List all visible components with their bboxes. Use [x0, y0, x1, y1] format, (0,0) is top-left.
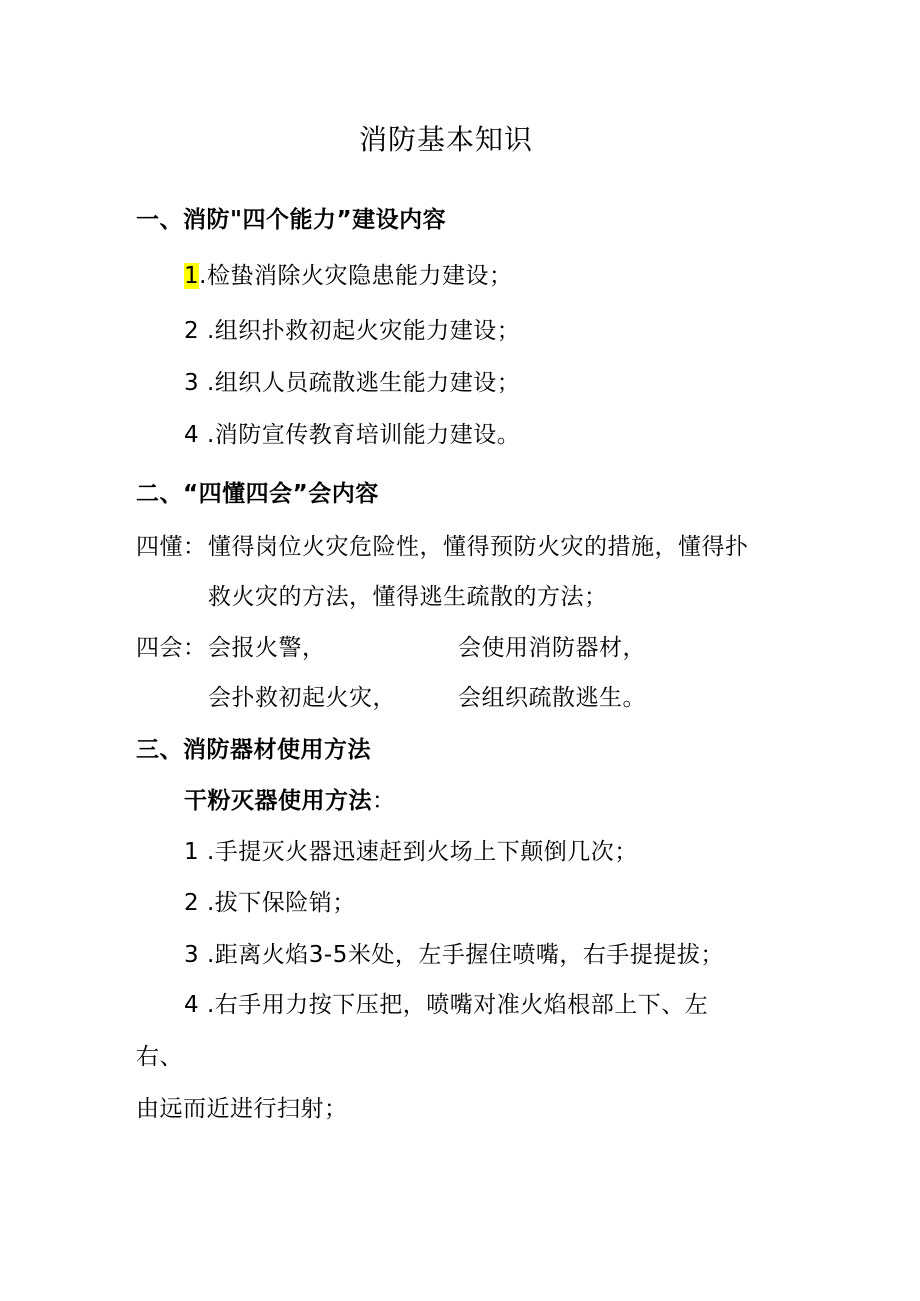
item-number: 2: [184, 318, 200, 344]
subheading-text: 干粉灭器使用方法: [184, 788, 372, 814]
section3-step-4: 4 .右手用力按下压把，喷嘴对准火焰根部上下、左: [184, 992, 709, 1018]
item-text: .组织扑救初起火灾能力建设；: [199, 318, 521, 344]
sihui-item-4: 会组织疏散逃生。: [458, 685, 646, 711]
section3-heading: 三、消防器材使用方法: [136, 737, 371, 763]
section1-item-1: [184, 261, 512, 291]
section1-item-3: [184, 368, 520, 398]
sihui-label: 四会：: [136, 635, 207, 661]
item-text: .消防宣传教育培训能力建设。: [199, 422, 521, 448]
sidong-line-2: 救火灾的方法，懂得逃生疏散的方法；: [208, 584, 608, 610]
section1-item-4: [184, 420, 520, 450]
step-4-continuation-2: 由远而近进行扫射；: [136, 1096, 348, 1122]
page-title: 消防基本知识: [359, 123, 534, 156]
step-4-continuation-1: 右、: [136, 1044, 183, 1070]
section3-step-2: 2 .拔下保险销；: [184, 890, 356, 916]
sihui-item-1: 会报火警，: [208, 635, 326, 661]
item-number-highlight: 1: [184, 263, 200, 289]
item-number: 3: [184, 370, 200, 396]
sihui-item-2: 会使用消防器材，: [458, 635, 646, 661]
section3-subheading: [184, 786, 396, 816]
sihui-item-3: 会扑救初起火灾，: [208, 685, 396, 711]
section3-step-3: 3 .距离火焰3-5米处，左手握住喷嘴，右手提提拔；: [184, 942, 724, 968]
section1-heading: 一、消防"四个能力”建设内容: [136, 207, 447, 233]
section2-heading: 二、“四懂四会”会内容: [136, 481, 379, 507]
item-text: .组织人员疏散逃生能力建设；: [199, 370, 521, 396]
section3-step-1: 1 .手提灭火器迅速赶到火场上下颠倒几次；: [184, 839, 638, 865]
sidong-label: 四懂：: [136, 534, 207, 560]
subheading-colon: ：: [372, 788, 396, 814]
item-number: 4: [184, 422, 200, 448]
item-text: .检蛰消除火灾隐患能力建设；: [199, 263, 513, 289]
sidong-line-1: 懂得岗位火灾危险性，懂得预防火灾的措施，懂得扑: [208, 534, 749, 560]
section1-item-2: [184, 316, 520, 346]
